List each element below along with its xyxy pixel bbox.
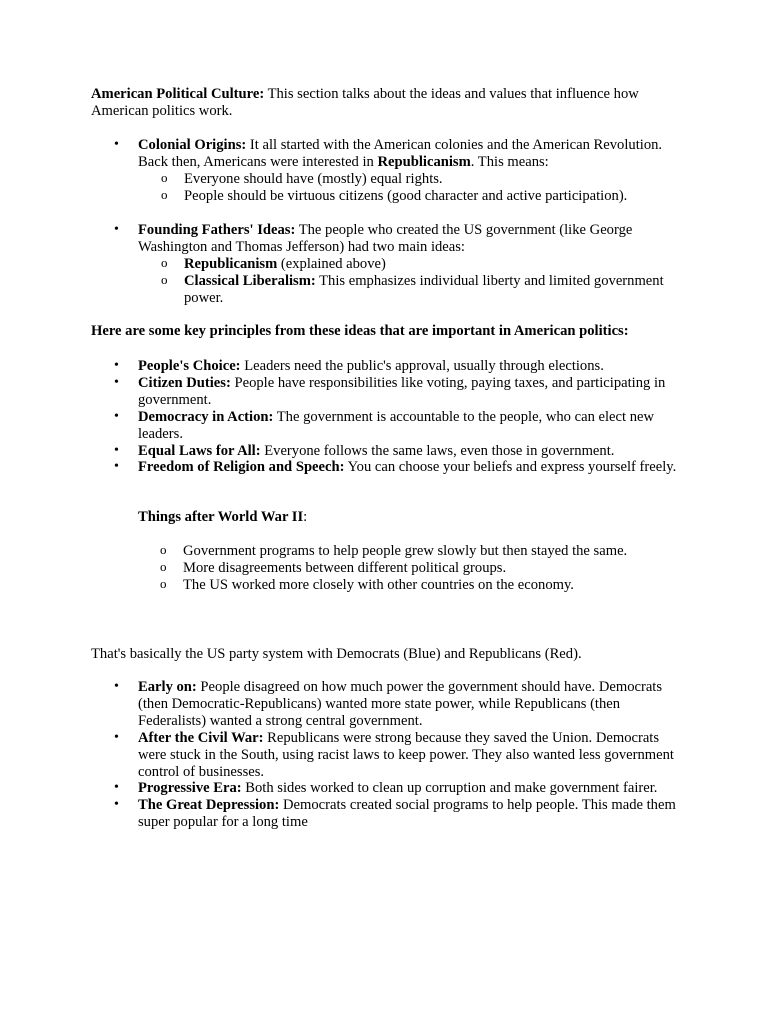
list-item bbox=[91, 679, 691, 730]
item-text: Republicans were strong because they saved the Union. Democrats were stuck in the South, using racist laws to keep power. They also wanted less government control of businesses. bbox=[138, 729, 674, 780]
principles-heading: Here are some key principles from these ideas that are important in American politics: bbox=[91, 323, 629, 339]
sub-item-label: Republicanism bbox=[184, 255, 278, 272]
item-text: Both sides worked to clean up corruption and make government fairer. bbox=[241, 780, 658, 797]
postwar-heading-colon: : bbox=[303, 509, 308, 525]
postwar-heading bbox=[138, 509, 698, 526]
party-intro: That's basically the US party system with Democrats (Blue) and Republicans (Red). bbox=[91, 646, 582, 662]
item-text: Leaders need the public's approval, usually through elections. bbox=[240, 358, 604, 374]
sub-list-item: o The US worked more closely with other countries on the economy. bbox=[137, 577, 697, 594]
item-text: It all started with the American colonies and the American Revolution. Back then, Americans were interested in bbox=[138, 137, 663, 170]
item-label: Citizen Duties: bbox=[138, 374, 231, 391]
item-text: . This means: bbox=[470, 153, 549, 170]
item-label: Democracy in Action: bbox=[138, 408, 274, 425]
item-text: People have responsibilities like voting, paying taxes, and participating in government. bbox=[138, 374, 666, 408]
item-text: Everyone follows the same laws, even those in government. bbox=[260, 442, 615, 459]
item-text: The government is accountable to the people, who can elect new leaders. bbox=[138, 408, 655, 442]
list-item bbox=[91, 780, 691, 797]
item-label: Equal Laws for All: bbox=[138, 442, 261, 459]
item-text: The people who created the US government (like George Washington and Thomas Jefferson) had two main ideas: bbox=[138, 222, 633, 255]
list-item bbox=[91, 459, 691, 476]
intro-heading: American Political Culture: bbox=[91, 86, 265, 102]
item-label: Colonial Origins: bbox=[138, 137, 247, 153]
sub-list-item bbox=[138, 256, 691, 273]
list-item bbox=[91, 358, 691, 375]
sub-list-item: o Government programs to help people grew slowly but then stayed the same. bbox=[137, 543, 697, 560]
sub-list bbox=[138, 171, 691, 205]
intro-paragraph bbox=[91, 86, 691, 120]
sub-list-item bbox=[138, 273, 691, 307]
item-label: Founding Fathers' Ideas: bbox=[138, 222, 296, 238]
item-text: You can choose your beliefs and express yourself freely. bbox=[344, 459, 677, 476]
item-label: Early on: bbox=[138, 679, 197, 695]
item-label: Progressive Era: bbox=[138, 780, 242, 797]
list-item bbox=[91, 375, 691, 409]
founders-list bbox=[91, 222, 691, 307]
item-label: People's Choice: bbox=[138, 358, 241, 374]
postwar-heading-text: Things after World War II bbox=[138, 509, 304, 525]
origins-list bbox=[91, 137, 691, 205]
list-item bbox=[91, 137, 691, 205]
item-label: After the Civil War: bbox=[138, 729, 264, 746]
party-history-list bbox=[91, 679, 691, 831]
item-text: People disagreed on how much power the government should have. Democrats (then Democratic-Republicans) wanted more state power, while Republicans (then Federalists) wanted a strong central government. bbox=[138, 679, 663, 729]
item-label: The Great Depression: bbox=[138, 797, 280, 814]
sub-item-text: This emphasizes individual liberty and limited government power. bbox=[184, 272, 664, 306]
intro-text: This section talks about the ideas and values that influence how American politics work. bbox=[91, 86, 639, 119]
list-item bbox=[91, 443, 691, 460]
sub-list-item: o People should be virtuous citizens (good character and active participation). bbox=[138, 188, 691, 205]
list-item bbox=[91, 730, 691, 781]
list-item bbox=[91, 797, 691, 831]
item-emphasis: Republicanism bbox=[377, 153, 471, 170]
postwar-list bbox=[137, 543, 697, 594]
principles-list bbox=[91, 358, 691, 476]
list-item bbox=[91, 409, 691, 443]
sub-item-label: Classical Liberalism: bbox=[184, 272, 316, 289]
sub-item-text: (explained above) bbox=[277, 255, 386, 272]
list-item bbox=[91, 222, 691, 307]
sub-list-item: o More disagreements between different political groups. bbox=[137, 560, 697, 577]
item-label: Freedom of Religion and Speech: bbox=[138, 459, 345, 476]
sub-list-item: o Everyone should have (mostly) equal rights. bbox=[138, 171, 691, 188]
sub-list bbox=[138, 256, 691, 307]
item-text: Democrats created social programs to help people. This made them super popular for a long time bbox=[138, 797, 676, 831]
